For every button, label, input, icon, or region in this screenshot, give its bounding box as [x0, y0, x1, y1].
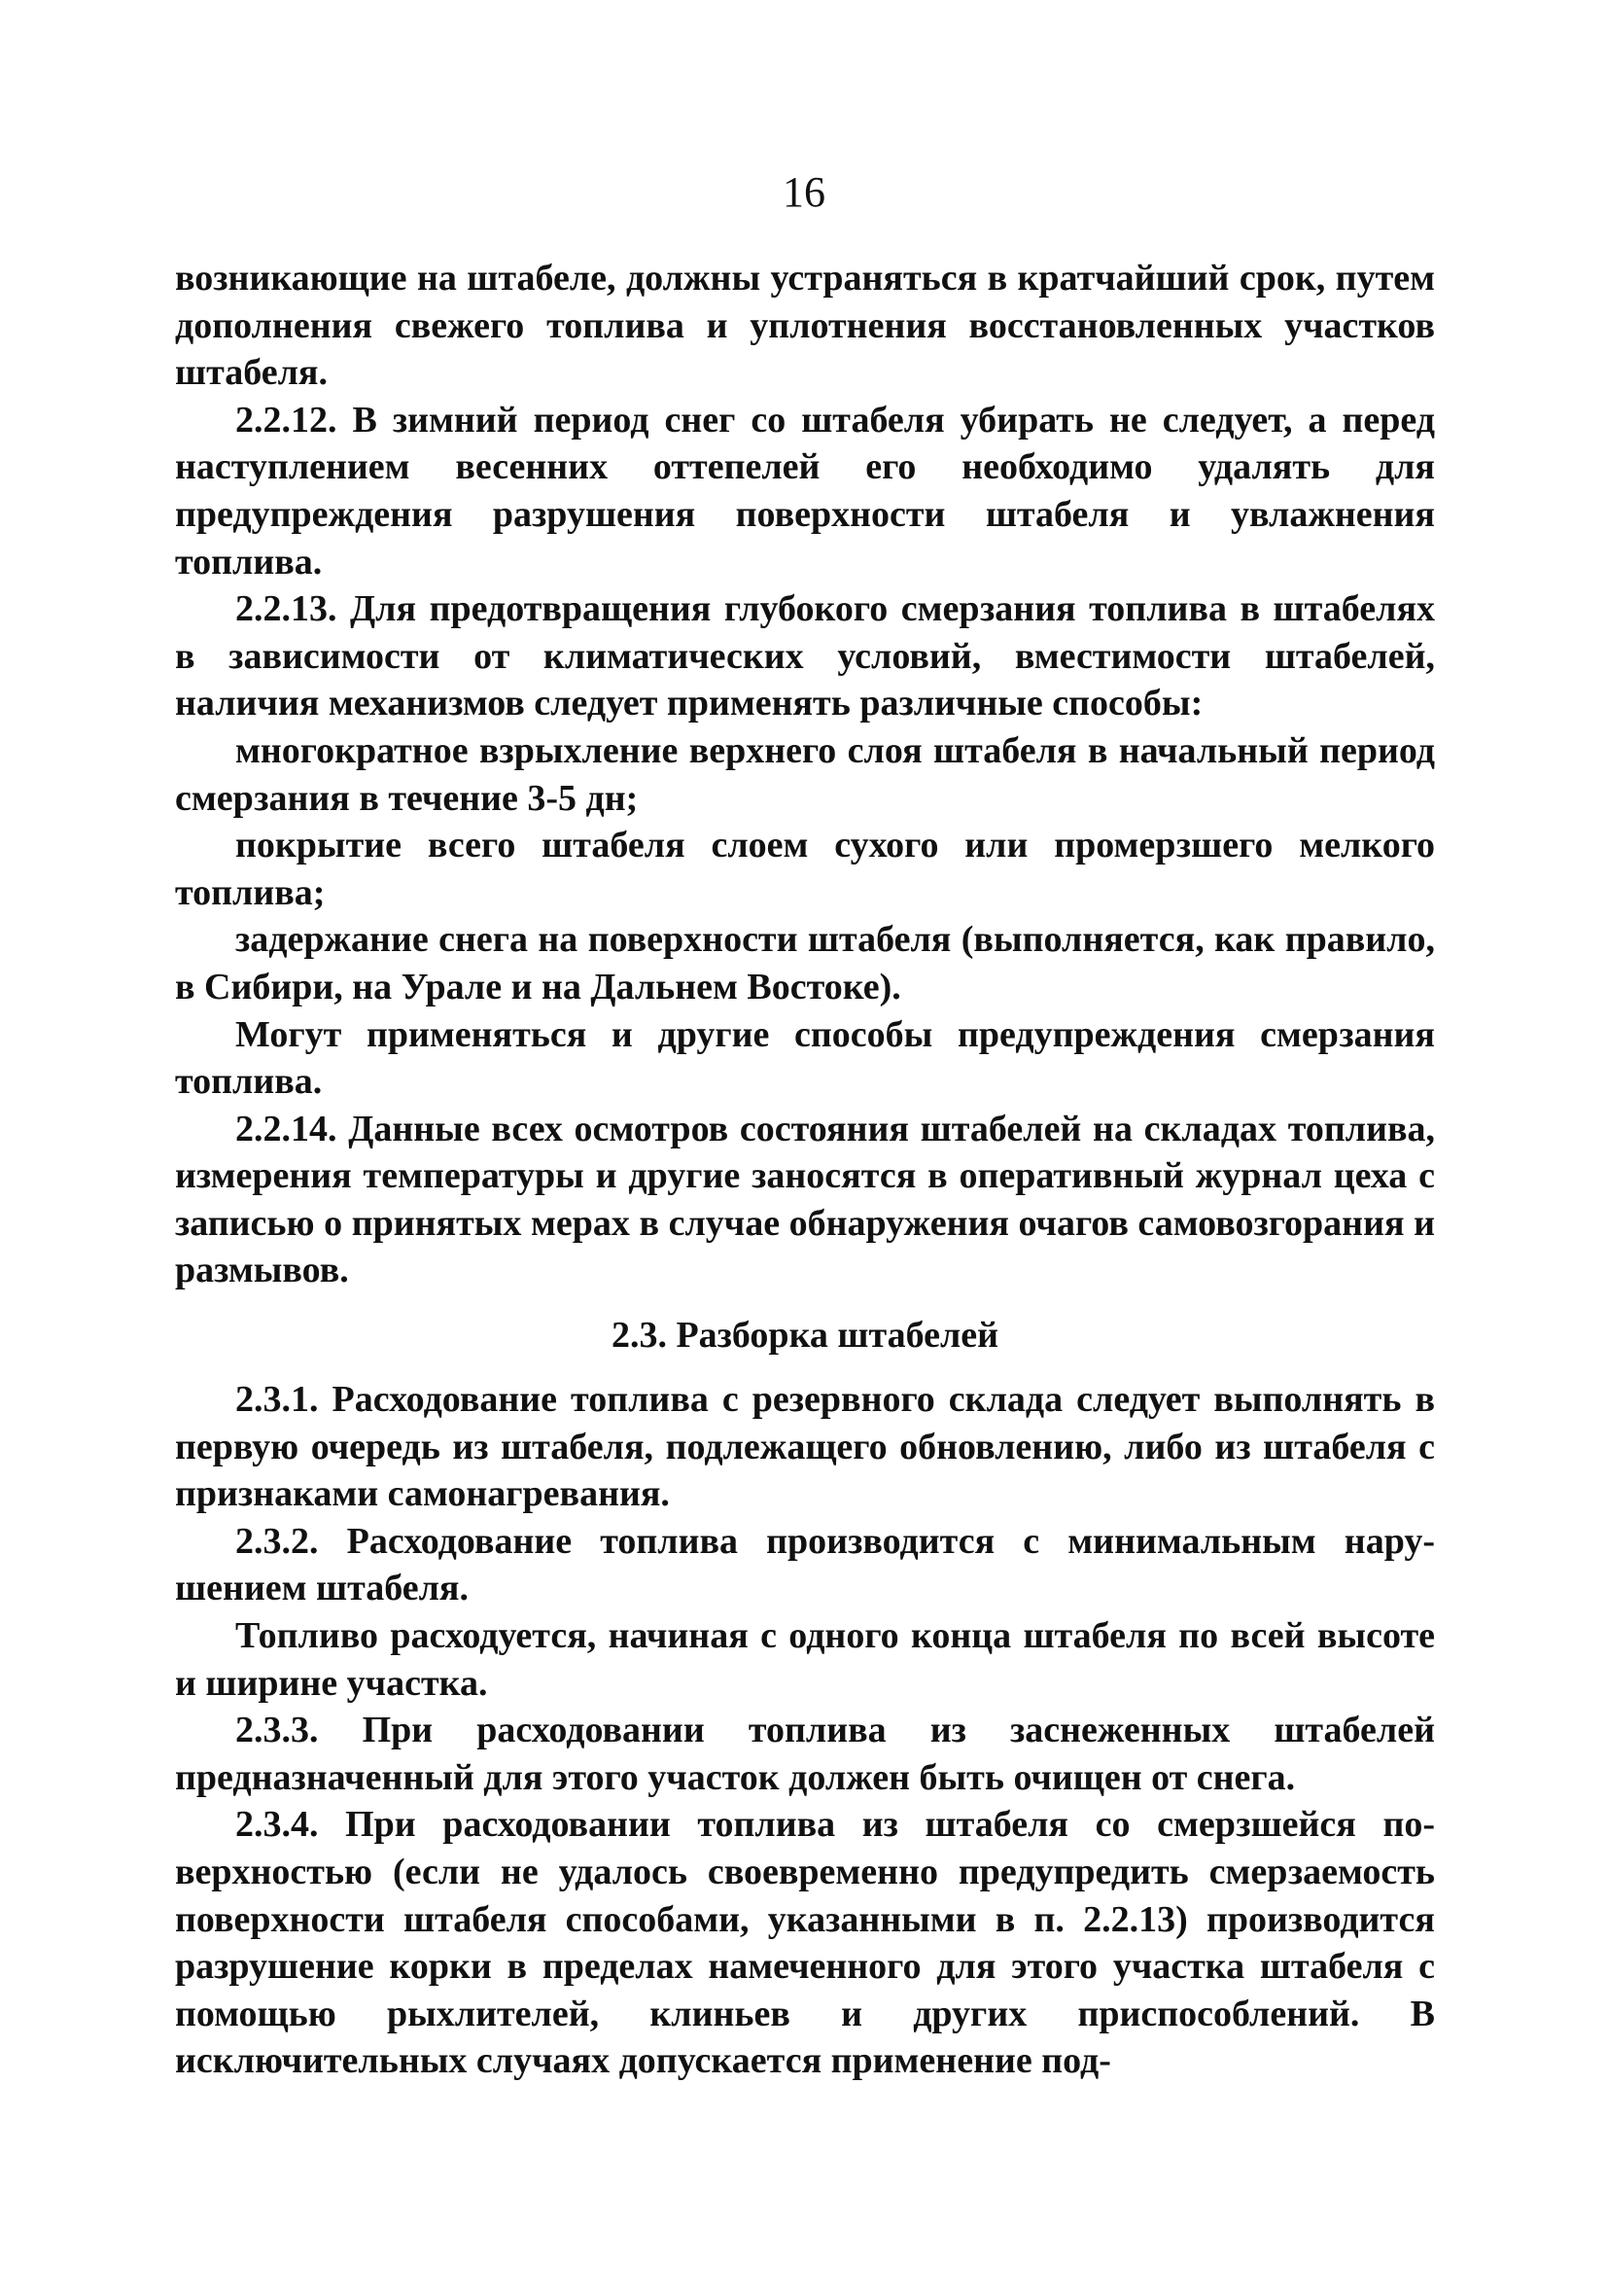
- paragraph-method-snow-retention: задержание снега на поверхности штабеля (выполняется, как правило, в Сибири, на Урале и на Дальнем Востоке).: [175, 919, 1435, 1007]
- paragraph-2-3-2-continuation: Топливо расходуется, начиная с одного конца штабеля по всей высоте и ширине участка.: [175, 1615, 1435, 1704]
- section-heading-2-3: 2.3. Разборка штабелей: [611, 1315, 999, 1357]
- paragraph-method-loosening: многократное взрыхление верхнего слоя штабеля в начальный период смерзания в течение 3-5 дн;: [175, 729, 1435, 819]
- paragraph-2-2-12: 2.2.12. В зимний период снег со штабеля убирать не следует, а перед наступлением весенних оттепелей его необходимо удалять для предупреждения разрушения поверхности штабеля и увлажнения топлива.: [175, 399, 1435, 583]
- paragraph-other-methods: Могут применяться и другие способы предупреждения смерзания топлива.: [175, 1013, 1435, 1103]
- paragraph-2-3-4: 2.3.4. При расходовании топлива из штабеля со смерзшейся поверхностью (если не удалось своевременно предупредить смерзаемость поверхности штабеля способами, указанными в п. 2.2.13) производится разрушение корки в пределах намеченного для этого участка штабеля с помощью рыхлителей, клиньев и других приспособлений. В исключительных случаях допускается применение под-: [175, 1804, 1435, 2082]
- paragraph-2-3-1: 2.3.1. Расходование топлива с резервного склада следует выполнять в первую очередь из штабеля, подлежащего обновлению, либо из штабеля с признаками самонагревания.: [175, 1379, 1435, 1515]
- page-body: [175, 255, 1435, 2085]
- paragraph-2-3-3: 2.3.3. При расходовании топлива из заснеженных штабелей предназначенный для этого участок должен быть очищен от снега.: [175, 1710, 1435, 1798]
- paragraph-continuation: возникающие на штабеле, должны устраняться в кратчайший срок, путем дополнения свежего топлива и уплотнения восстановленных участков штабеля.: [175, 258, 1435, 394]
- paragraph-2-2-14: 2.2.14. Данные всех осмотров состояния штабелей на складах топлива, измерения температуры и другие заносятся в оперативный журнал цеха с записью о принятых мерах в случае обнаружения очагов самовозгорания и размывов.: [175, 1108, 1435, 1291]
- paragraph-method-covering: покрытие всего штабеля слоем сухого или промерзшего мелкого топлива;: [175, 825, 1435, 913]
- paragraph-2-3-2: 2.3.2. Расходование топлива производится с минимальным нарушением штабеля.: [175, 1520, 1435, 1609]
- paragraph-2-2-13: 2.2.13. Для предотвращения глубокого смерзания топлива в штабелях в зависимости от климатических условий, вместимости штабелей, наличия механизмов следует применять различные способы:: [175, 588, 1435, 724]
- page-number: 16: [783, 168, 825, 216]
